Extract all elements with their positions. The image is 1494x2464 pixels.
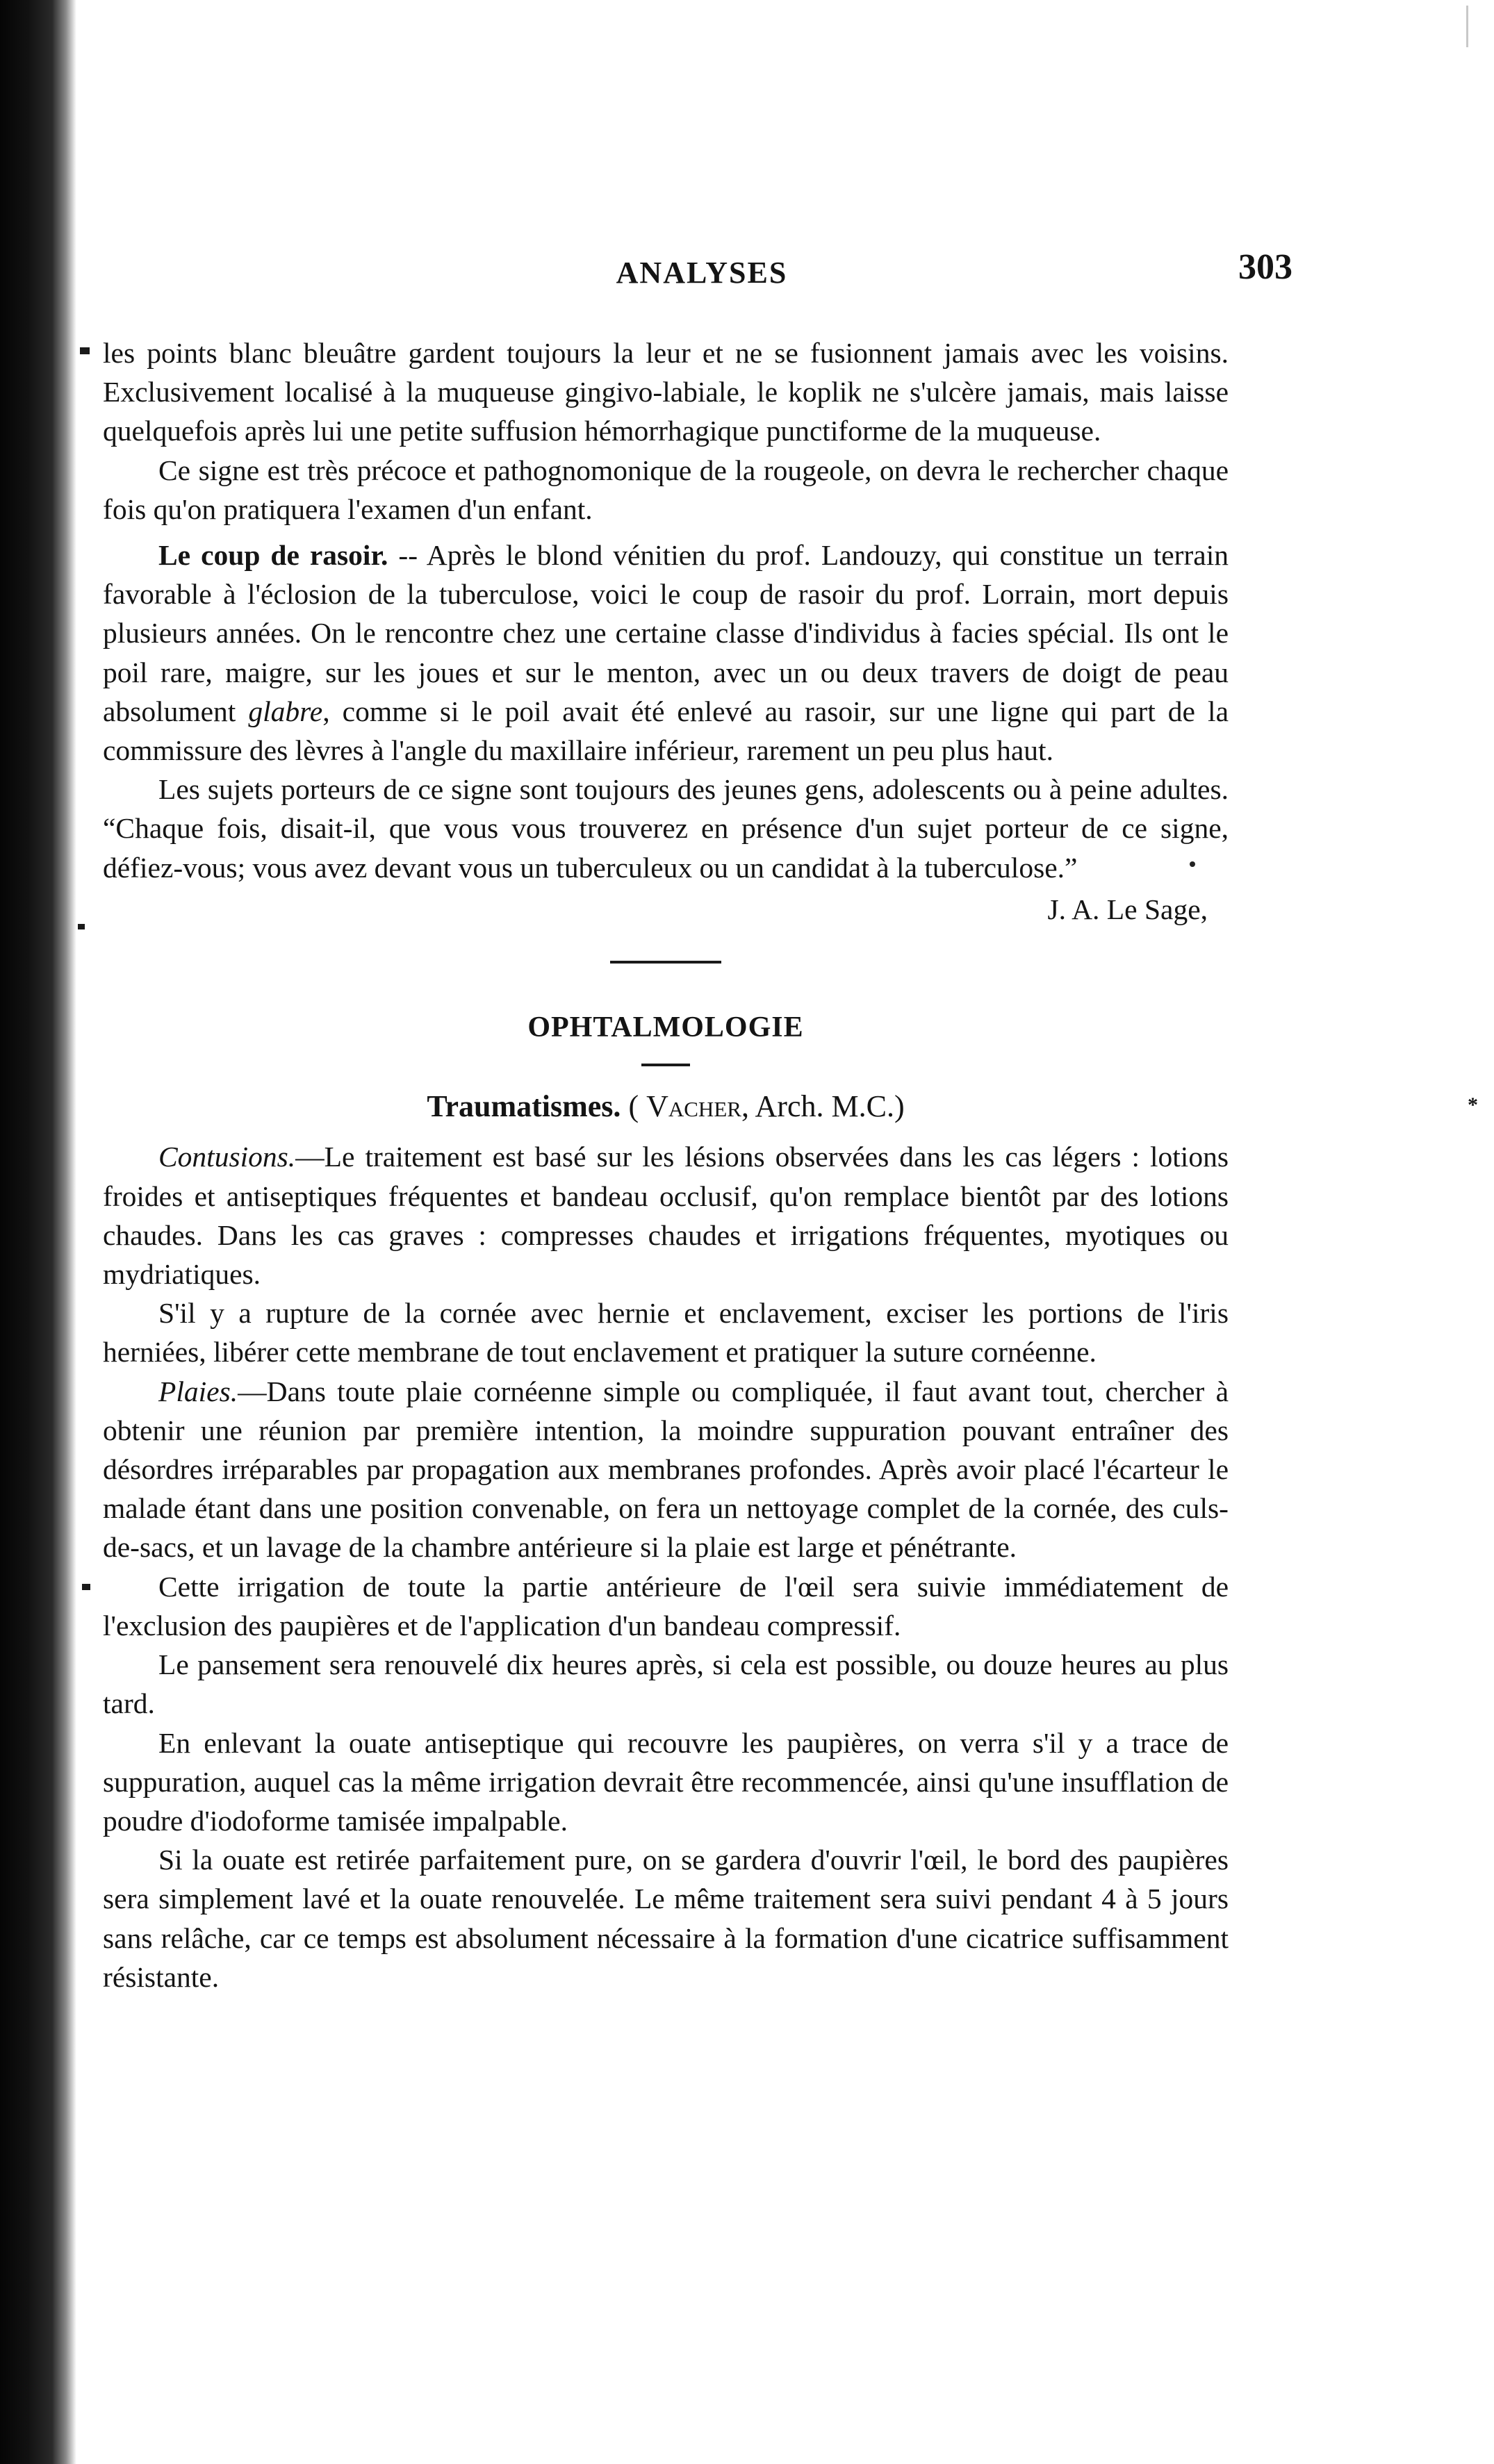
paragraph-text: , comme si le poil avait été enlevé au rasoir, sur une ligne qui part de la commissure des lèvres à l'angle du maxillaire inférieur, rarement un peu plus haut. <box>103 695 1229 767</box>
paragraph-plaies <box>103 1372 1229 1567</box>
paragraph-coup-de-rasoir <box>103 536 1229 770</box>
paragraph-text: -- Après le blond vénitien du prof. Landouzy, qui constitue un terrain favorable à l'éclosion de la tuberculose, voici le coup de rasoir du prof. Lorrain, mort depuis plusieurs années. On le rencontre chez une certaine classe d'individus à facies spécial. Ils ont le poil rare, maigre, sur les joues et sur le menton, avec un ou deux travers de doigt de peau absolument <box>103 539 1229 727</box>
scan-speck <box>80 347 90 354</box>
paragraph-text: Ce signe est très précoce et pathognomonique de la rougeole, on devra le rechercher chaque fois qu'on pratiquera l'examen d'un enfant. <box>103 454 1229 525</box>
paragraph-lead: Le coup de rasoir. <box>158 539 388 572</box>
paragraph-italic-term: glabre <box>248 695 323 727</box>
paragraph-text: Le pansement sera renouvelé dix heures après, si cela est possible, ou douze heures au plus tard. <box>103 1648 1229 1720</box>
article-title: Traumatismes. <box>427 1089 621 1124</box>
article-source: , Arch. M.C.) <box>741 1089 905 1124</box>
binding-edge <box>0 0 76 2464</box>
paragraph-rupture-cornee <box>103 1293 1229 1371</box>
running-head: ANALYSES <box>616 256 788 290</box>
signature <box>103 890 1229 929</box>
paragraph-ouate-antiseptique <box>103 1723 1229 1841</box>
paragraph-contusions <box>103 1137 1229 1293</box>
paragraph-sujets-porteurs <box>103 770 1229 887</box>
paragraph-koplik-end <box>103 333 1229 451</box>
scan-corner-mark <box>1466 6 1468 47</box>
paragraph-text: S'il y a rupture de la cornée avec hernie et enclavement, exciser les portions de l'iris herniées, libérer cette membrane de tout enclavement et pratiquer la suture cornéenne. <box>103 1297 1229 1369</box>
paragraph-text: Si la ouate est retirée parfaitement pure, on se gardera d'ouvrir l'œil, le bord des paupières sera simplement lavé et la ouate renouvelée. Le même traitement sera suivi pendant 4 à 5 jours sans relâche, car ce temps est absolument nécessaire à la formation d'une cicatrice suffisamment résistante. <box>103 1844 1229 1993</box>
margin-dot <box>1190 861 1195 867</box>
article-heading <box>103 1087 1229 1126</box>
signature-text: J. A. Le Sage, <box>1047 893 1208 925</box>
paragraph-text: —Dans toute plaie cornéenne simple ou compliquée, il faut avant tout, chercher à obtenir une réunion par première intention, la moindre suppuration pouvant entraîner des désordres irréparables par propagation aux membranes profondes. Après avoir placé l'écarteur le malade étant dans une position convenable, on fera un nettoyage complet de la cornée, des culs-de-sacs, et un lavage de la chambre antérieure si la plaie est large et pénétrante. <box>103 1375 1229 1564</box>
body-text <box>103 333 1229 1996</box>
paragraph-pansement <box>103 1645 1229 1723</box>
section-title: OPHTALMOLOGIE <box>527 1011 804 1044</box>
paragraph-lead: Contusions. <box>158 1141 296 1173</box>
section-separator-rule <box>610 961 721 964</box>
paragraph-text: —Le traitement est basé sur les lésions observées dans les cas légers : lotions froides et antiseptiques fréquentes et bandeau occlusif, qu'on remplace bientôt par des lotions chaudes. Dans les cas graves : compresses chaudes et irrigations fréquentes, myotiques ou mydriatiques. <box>103 1141 1229 1291</box>
scan-speck <box>82 1584 90 1590</box>
section-title-rule <box>641 1064 690 1066</box>
paragraph-irrigation <box>103 1567 1229 1645</box>
paragraph-text: En enlevant la ouate antiseptique qui recouvre les paupières, on verra s'il y a trace de suppuration, auquel cas la même irrigation devrait être recommencée, ainsi qu'une insufflation de poudre d'iodoforme tamisée impalpable. <box>103 1726 1229 1837</box>
paragraph-text: Cette irrigation de toute la partie antérieure de l'œil sera suivie immédiatement de l'exclusion des paupières et de l'application d'un bandeau compressif. <box>103 1570 1229 1642</box>
scan-speck <box>78 924 85 929</box>
paragraph-lead: Plaies. <box>158 1375 238 1407</box>
page-number: 303 <box>1238 247 1292 287</box>
paragraph-koplik-sign <box>103 451 1229 529</box>
paragraph-text: Les sujets porteurs de ce signe sont toujours des jeunes gens, adolescents ou à peine adultes. “Chaque fois, disait-il, que vous vous trouverez en présence d'un sujet porteur de ce signe, défiez-vous; vous avez devant vous un tuberculeux ou un candidat à la tuberculose.” <box>103 773 1229 884</box>
margin-asterisk-mark: * <box>1468 1093 1478 1116</box>
article-author: Vacher <box>646 1089 741 1124</box>
page-header <box>104 247 1299 302</box>
paragraph-ouate-pure <box>103 1840 1229 1996</box>
article-source-open: ( <box>628 1089 647 1124</box>
paragraph-text: les points blanc bleuâtre gardent toujours la leur et ne se fusionnent jamais avec les voisins. Exclusivement localisé à la muqueuse gingivo-labiale, le koplik ne s'ulcère jamais, mais laisse quelquefois après lui une petite suffusion hémorrhagique punctiforme de la muqueuse. <box>103 337 1229 447</box>
